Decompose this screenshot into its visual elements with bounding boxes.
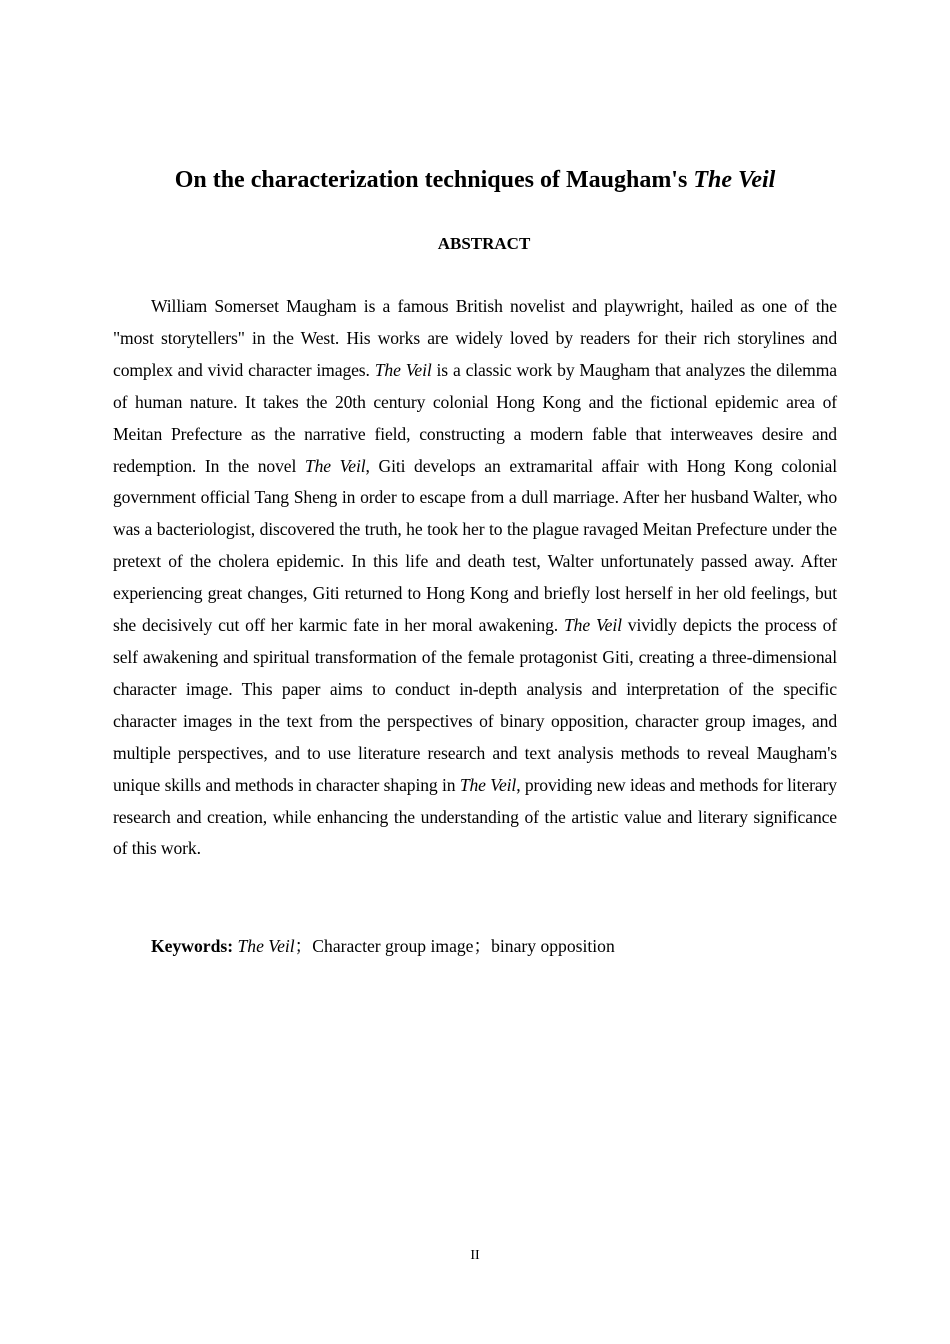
abstract-text-1: William Somerset Maugham is a famous British novelist and playwright, hailed as one of the "most storytellers" in the West. His works are widely loved by readers for their rich storylines and complex and vivid character images. — [113, 296, 837, 380]
keyword-separator-1: ； — [294, 936, 313, 956]
paper-title-text: On the characterization techniques of Maugham's — [174, 167, 694, 193]
abstract-text-2: is a classic work by Maugham that analyzes the dilemma of human nature. It takes the 20th century colonial Hong Kong and the fictional epidemic area of Meitan Prefecture as the narrative field, constructing a modern fable that interweaves desire and redemption. In the novel — [113, 359, 837, 476]
keyword-2: Character group image — [312, 936, 474, 956]
paper-title — [0, 164, 950, 196]
paper-title-italic: The Veil — [693, 167, 776, 193]
abstract-italic-1: The Veil — [374, 359, 432, 380]
keyword-3: binary opposition — [491, 936, 615, 956]
keyword-separator-2: ； — [473, 936, 492, 956]
abstract-paragraph — [113, 291, 837, 865]
abstract-italic-4: The Veil — [459, 774, 517, 795]
keyword-1: The Veil — [237, 936, 295, 956]
keywords-label: Keywords: — [151, 936, 234, 956]
abstract-italic-3: The Veil — [563, 615, 622, 636]
abstract-text-3: , Giti develops an extramarital affair with Hong Kong colonial government official Tang Sheng in order to escape from a dull marriage. After her husband Walter, who was a bacteriologist, discovered the truth, he took her to the plague ravaged Meitan Prefecture under the pretext of the cholera epidemic. In this life and death test, Walter unfortunately passed away. After experiencing great changes, Giti returned to Hong Kong and briefly lost herself in her old feelings, but she decisively cut off her karmic fate in her moral awakening. — [113, 455, 837, 636]
abstract-heading: ABSTRACT — [437, 234, 531, 253]
page-number: II — [470, 1248, 480, 1263]
abstract-italic-2: The Veil — [304, 455, 366, 476]
keywords-line — [151, 930, 851, 962]
abstract-text-4: vividly depicts the process of self awakening and spiritual transformation of the female protagonist Giti, creating a three-dimensional character image. This paper aims to conduct in-depth analysis and interpretation of the specific character images in the text from the perspectives of binary opposition, character group images, and multiple perspectives, and to use literature research and text analysis methods to reveal Maugham's unique skills and methods in character shaping in — [113, 615, 838, 795]
abstract-text-5: , providing new ideas and methods for literary research and creation, while enhancing the understanding of the artistic value and literary significance of this work. — [113, 774, 837, 859]
